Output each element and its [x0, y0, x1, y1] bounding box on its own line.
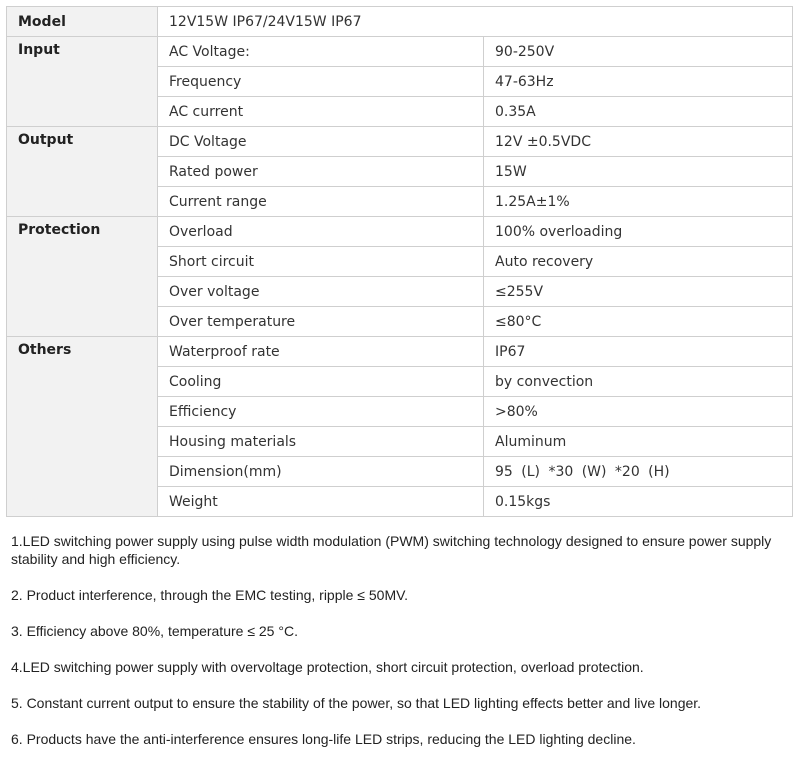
note-item: 2. Product interference, through the EMC testing, ripple ≤ 50MV. [11, 587, 409, 603]
spec-value: ≤80°C [484, 307, 793, 337]
spec-name: Waterproof rate [158, 337, 484, 367]
model-label: Model [7, 7, 158, 37]
spec-name: Weight [158, 487, 484, 517]
group-label-input: Input [7, 37, 158, 127]
spec-value: >80% [484, 397, 793, 427]
note-item: 5. Constant current output to ensure the stability of the power, so that LED lighting effects better and live longer. [11, 695, 702, 711]
model-value: 12V15W IP67/24V15W IP67 [158, 7, 793, 37]
spec-value: IP67 [484, 337, 793, 367]
spec-name: Overload [158, 217, 484, 247]
spec-value: 95 (L) *30 (W) *20 (H) [484, 457, 793, 487]
spec-name: Over voltage [158, 277, 484, 307]
spec-value: 12V ±0.5VDC [484, 127, 793, 157]
table-row [7, 37, 793, 67]
spec-name: Frequency [158, 67, 484, 97]
spec-name: Efficiency [158, 397, 484, 427]
group-label-protection: Protection [7, 217, 158, 337]
note-item: 1.LED switching power supply using pulse width modulation (PWM) switching technology designed to ensure power supply stability and high efficiency. [11, 533, 772, 567]
note-item: 4.LED switching power supply with overvoltage protection, short circuit protection, overload protection. [11, 659, 644, 675]
table-row-model [7, 7, 793, 37]
spec-value: by convection [484, 367, 793, 397]
spec-name: Over temperature [158, 307, 484, 337]
table-row [7, 127, 793, 157]
note-item: 3. Efficiency above 80%, temperature ≤ 25 °C. [11, 623, 298, 639]
spec-name: Housing materials [158, 427, 484, 457]
spec-name: Short circuit [158, 247, 484, 277]
spec-value: 15W [484, 157, 793, 187]
group-label-output: Output [7, 127, 158, 217]
spec-name: DC Voltage [158, 127, 484, 157]
spec-value: ≤255V [484, 277, 793, 307]
spec-value: Auto recovery [484, 247, 793, 277]
table-row [7, 217, 793, 247]
table-row [7, 337, 793, 367]
note-item: 6. Products have the anti-interference ensures long-life LED strips, reducing the LED lighting decline. [11, 731, 636, 747]
spec-name: AC Voltage: [158, 37, 484, 67]
spec-value: 0.35A [484, 97, 793, 127]
spec-name: Rated power [158, 157, 484, 187]
spec-name: Cooling [158, 367, 484, 397]
spec-name: Dimension(mm) [158, 457, 484, 487]
spec-value: 47-63Hz [484, 67, 793, 97]
spec-value: Aluminum [484, 427, 793, 457]
spec-value: 1.25A±1% [484, 187, 793, 217]
spec-value: 0.15kgs [484, 487, 793, 517]
spec-name: Current range [158, 187, 484, 217]
spec-table [6, 6, 793, 517]
spec-value: 90-250V [484, 37, 793, 67]
spec-value: 100% overloading [484, 217, 793, 247]
group-label-others: Others [7, 337, 158, 517]
spec-name: AC current [158, 97, 484, 127]
feature-notes [11, 532, 791, 748]
